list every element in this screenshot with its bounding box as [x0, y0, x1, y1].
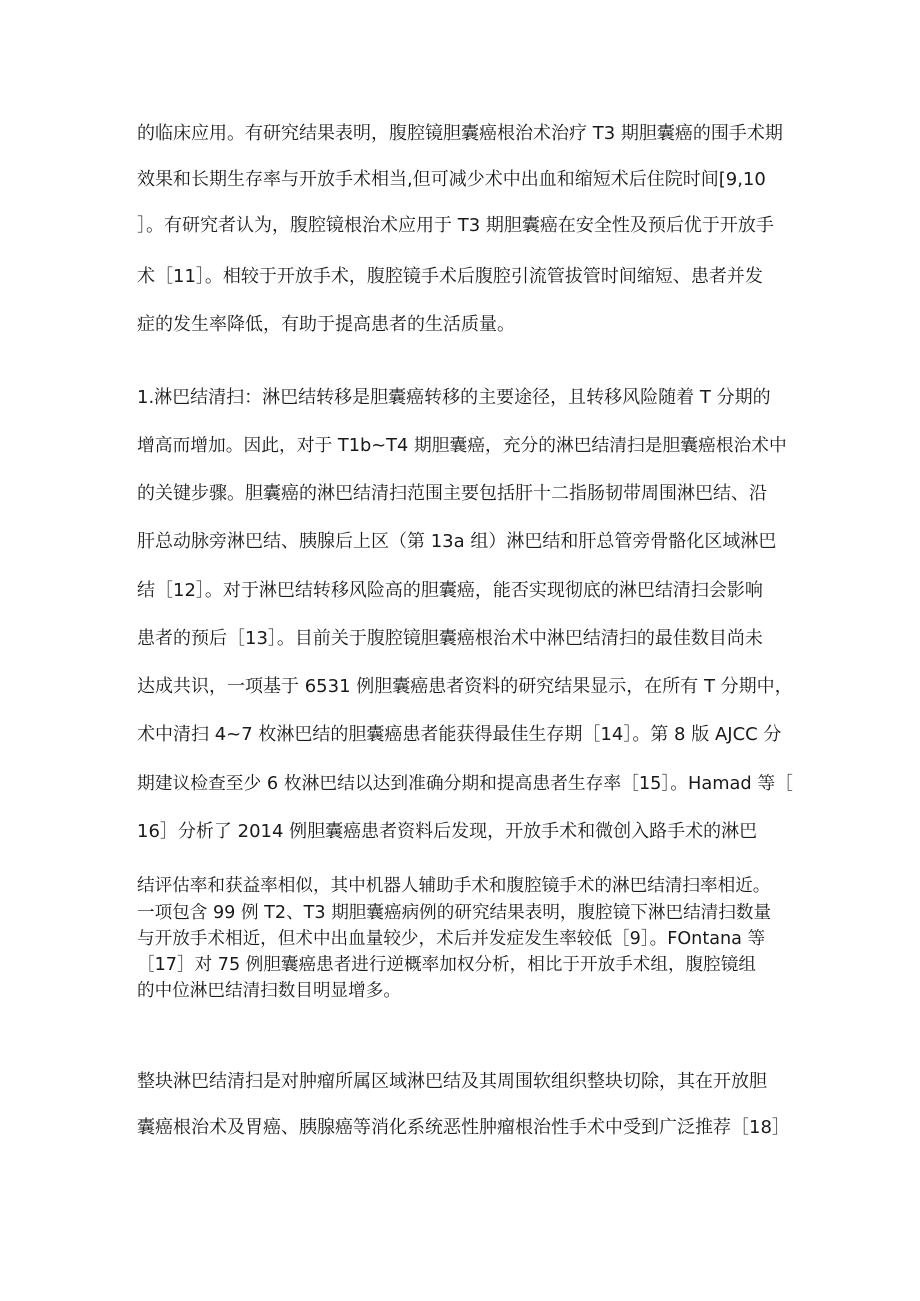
text-line: 囊癌根治术及胃癌、胰腺癌等消化系统恶性肿瘤根治性手术中受到广泛推荐［18］	[137, 1117, 790, 1138]
text-line: 增高而增加。因此，对于 T1b~T4 期胆囊癌，充分的淋巴结清扫是胆囊癌根治术中	[137, 436, 787, 456]
text-line: 症的发生率降低，有助于提高患者的生活质量。	[137, 314, 515, 335]
text-line: 的关键步骤。胆囊癌的淋巴结清扫范围主要包括肝十二指肠韧带周围淋巴结、沿	[137, 483, 767, 504]
text-line: 术中清扫 4~7 枚淋巴结的胆囊癌患者能获得最佳生存期［14］。第 8 版 AJCC 分	[137, 724, 782, 745]
text-line: 的临床应用。有研究结果表明，腹腔镜胆囊癌根治术治疗 T3 期胆囊癌的围手术期	[137, 123, 783, 144]
text-line: ］。有研究者认为，腹腔镜根治术应用于 T3 期胆囊癌在安全性及预后优于开放手	[137, 215, 774, 236]
text-line: 期建议检查至少 6 枚淋巴结以达到准确分期和提高患者生存率［15］。Hamad 等［	[137, 774, 793, 794]
text-line: 效果和长期生存率与开放手术相当,但可减少术中出血和缩短术后住院时间[9,10	[137, 169, 766, 190]
text-line: 结［12］。对于淋巴结转移风险高的胆囊癌，能否实现彻底的淋巴结清扫会影响	[137, 580, 763, 601]
text-line: 一项包含 99 例 T2、T3 期胆囊癌病例的研究结果表明，腹腔镜下淋巴结清扫数量	[137, 903, 772, 923]
text-line: ［17］对 75 例胆囊癌患者进行逆概率加权分析，相比于开放手术组，腹腔镜组	[137, 955, 756, 975]
text-line: 16］分析了 2014 例胆囊癌患者资料后发现，开放手术和微创入路手术的淋巴	[137, 821, 758, 842]
text-line: 患者的预后［13］。目前关于腹腔镜胆囊癌根治术中淋巴结清扫的最佳数目尚未	[137, 628, 763, 649]
text-line: 的中位淋巴结清扫数目明显增多。	[137, 981, 401, 1001]
text-line: 整块淋巴结清扫是对肿瘤所属区域淋巴结及其周围软组织整块切除，其在开放胆	[137, 1071, 767, 1092]
text-line: 术［11］。相较于开放手术，腹腔镜手术后腹腔引流管拔管时间缩短、患者并发	[137, 266, 763, 287]
text-line: 1.淋巴结清扫：淋巴结转移是胆囊癌转移的主要途径，且转移风险随着 T 分期的	[137, 387, 771, 408]
text-line: 达成共识，一项基于 6531 例胆囊癌患者资料的研究结果显示，在所有 T 分期中，	[137, 676, 793, 697]
text-line: 肝总动脉旁淋巴结、胰腺后上区（第 13a 组）淋巴结和肝总管旁骨骼化区域淋巴	[137, 531, 777, 552]
text-line: 结评估率和获益率相似，其中机器人辅助手术和腹腔镜手术的淋巴结清扫率相近。	[137, 876, 771, 896]
text-line: 与开放手术相近，但术中出血量较少，术后并发症发生率较低［9］。FOntana 等	[137, 929, 766, 949]
